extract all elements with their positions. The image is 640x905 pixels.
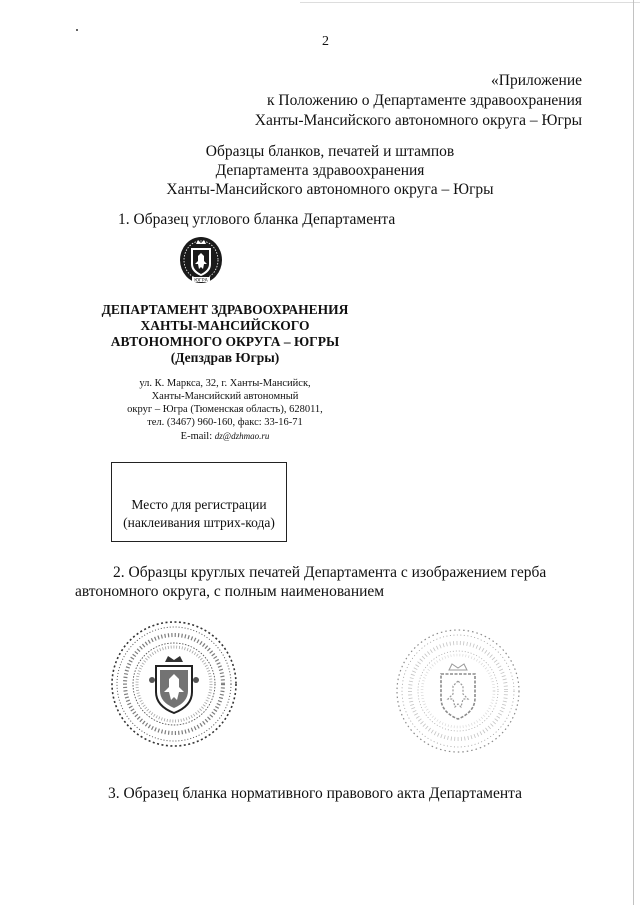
scan-edge-top [300, 2, 640, 3]
section-2-heading-line-1: 2. Образцы круглых печатей Департамента с изображением герба [113, 564, 547, 581]
address-phone: тел. (3467) 960-160, факс: 33-16-71 [147, 417, 303, 428]
address-line-1: ул. К. Маркса, 32, г. Ханты-Мансийск, [139, 378, 311, 389]
appendix-line-1: «Приложение [491, 72, 582, 89]
email-label: E-mail: [180, 431, 213, 442]
department-name-line-1: ДЕПАРТАМЕНТ ЗДРАВООХРАНЕНИЯ [101, 302, 349, 317]
round-seal-faded-icon [393, 626, 523, 756]
registration-box [111, 462, 287, 542]
title-line-3: Ханты-Мансийского автономного округа – Югры [166, 181, 494, 198]
appendix-line-3: Ханты-Мансийского автономного округа – Югры [254, 112, 582, 129]
title-line-1: Образцы бланков, печатей и штампов [205, 143, 455, 160]
section-3-heading: 3. Образец бланка нормативного правового акта Департамента [108, 785, 523, 802]
section-1-heading: 1. Образец углового бланка Департамента [118, 211, 396, 228]
department-name-line-3: АВТОНОМНОГО ОКРУГА – ЮГРЫ [110, 334, 340, 349]
emblem-caption: ЮГРА [194, 278, 208, 284]
department-short-name: (Депздрав Югры) [170, 350, 280, 365]
address-email [60, 430, 390, 444]
registration-box-line-2: (наклеивания штрих-кода) [123, 515, 275, 530]
page-number: 2 [322, 34, 329, 49]
appendix-line-2: к Положению о Департаменте здравоохранения [267, 92, 582, 109]
email-link[interactable]: dz@dzhmao.ru [214, 431, 270, 441]
scan-speck [76, 29, 78, 31]
round-seal-icon [108, 618, 240, 750]
address-line-2: Ханты-Мансийский автономный [151, 391, 299, 402]
registration-box-line-1: Место для регистрации [131, 497, 267, 512]
department-name-line-2: ХАНТЫ-МАНСИЙСКОГО [140, 318, 310, 333]
coat-of-arms-icon [178, 234, 224, 288]
title-line-2: Департамента здравоохранения [215, 162, 425, 179]
section-2-heading-line-2: автономного округа, с полным наименованием [75, 583, 385, 600]
address-line-3: округ – Югра (Тюменская область), 628011, [127, 404, 323, 415]
scan-edge [633, 0, 634, 905]
